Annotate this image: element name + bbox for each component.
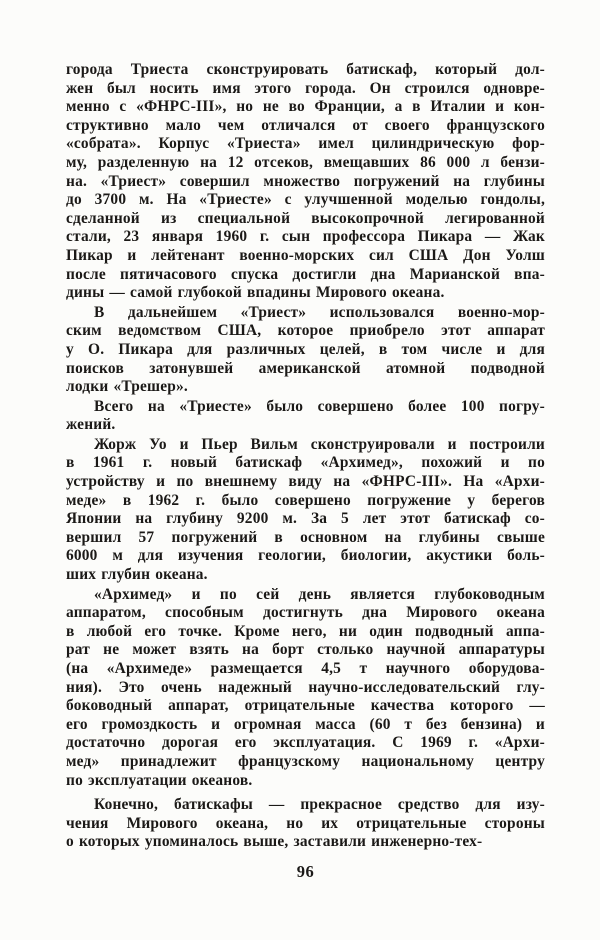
text-line: структивно мало чем отличался от своего французского [66,116,545,134]
text-line: сделанной из специальной высокопрочной легированной [66,209,545,227]
text-line: ским ведомством США, которое приобрело этот аппарат [66,322,545,340]
text-line: аппаратом, способным достигнуть дна Мирового океана [66,604,545,622]
text-line: поисков затонувшей американской атомной подводной [66,359,545,377]
text-line: чения Мирового океана, но их отрицательные стороны [66,814,545,832]
text-line: «Архимед» и по сей день является глубоководным [94,585,545,603]
text-line: Жорж Уо и Пьер Вильм сконструировали и построили [94,435,545,453]
text-line: жений. [66,416,116,434]
page-number: 96 [296,861,315,881]
text-line: в 1961 г. новый батискаф «Архимед», похожий и по [66,454,545,472]
text-line: Всего на «Триесте» было совершено более 100 погру- [94,397,545,415]
text-line: о которых упоминалось выше, заставили инженерно-тех- [66,833,483,851]
text-line: (на «Архимеде» размещается 4,5 т научного оборудова- [66,660,545,677]
text-line: «собрата». Корпус «Триеста» имел цилиндрическую фор- [66,135,545,153]
paragraph [66,61,545,303]
text-line: ния). Это очень надежный научно-исследовательский глу- [66,678,545,696]
text-line: на. «Триест» совершил множество погружений на глубины [66,172,545,190]
text-line: лодки «Трешер». [66,378,188,396]
text-line: В дальнейшем «Триест» использовался военно-мор- [94,303,545,321]
text-line: после пятичасового спуска достигли дна Марианской впа- [66,265,545,283]
paragraph [66,796,545,852]
text-line: Конечно, батискафы — прекрасное средство для изу- [94,796,545,814]
text-line: вершил 57 погружений в основном на глубины свыше [66,528,545,546]
page-text-block [66,61,545,882]
text-line: жен был носить имя этого города. Он строился одновре- [66,79,545,97]
text-line: мед» принадлежит французскому национальному центру [66,752,545,770]
text-line: устройству и по внешнему виду на «ФНРС-III». На «Архи- [66,473,545,491]
paragraph [66,304,545,397]
text-line: Японии на глубину 9200 м. За 5 лет этот батискаф со- [66,510,545,528]
text-line: дины — самой глубокой впадины Мирового океана. [66,284,445,302]
text-line: его громоздкость и огромная масса (60 т без бензина) и [66,715,545,733]
paragraph [66,436,545,585]
text-line: достаточно дорогая его эксплуатация. С 1969 г. «Архи- [66,734,545,752]
paragraph [66,586,545,791]
paragraph [66,398,545,435]
text-line: менно с «ФНРС-III», но не во Франции, а в Италии и кон- [66,98,545,116]
text-line: меде» в 1962 г. было совершено погружение у берегов [66,491,545,509]
text-line: по эксплуатации океанов. [66,771,253,789]
text-line: 6000 м для изучения геологии, биологии, акустики боль- [66,547,545,565]
text-line: города Триеста сконструировать батискаф, который дол- [66,61,545,78]
text-line: му, разделенную на 12 отсеков, вмещавших 86 000 л бензи- [66,153,545,171]
text-line: боководный аппарат, отрицательные качества которого — [66,697,545,715]
text-line: ших глубин океана. [66,566,208,584]
text-line: Пикар и лейтенант военно-морских сил США Дон Уолш [66,246,545,264]
text-line: до 3700 м. На «Триесте» с улучшенной моделью гондолы, [66,191,545,209]
text-line: в любой его точке. Кроме него, ни один подводный аппа- [66,622,545,640]
text-line: стали, 23 января 1960 г. сын профессора Пикара — Жак [66,228,545,246]
text-line: у О. Пикара для различных целей, в том числе и для [66,340,545,358]
text-line: рат не может взять на борт столько научной аппаратуры [66,641,545,659]
